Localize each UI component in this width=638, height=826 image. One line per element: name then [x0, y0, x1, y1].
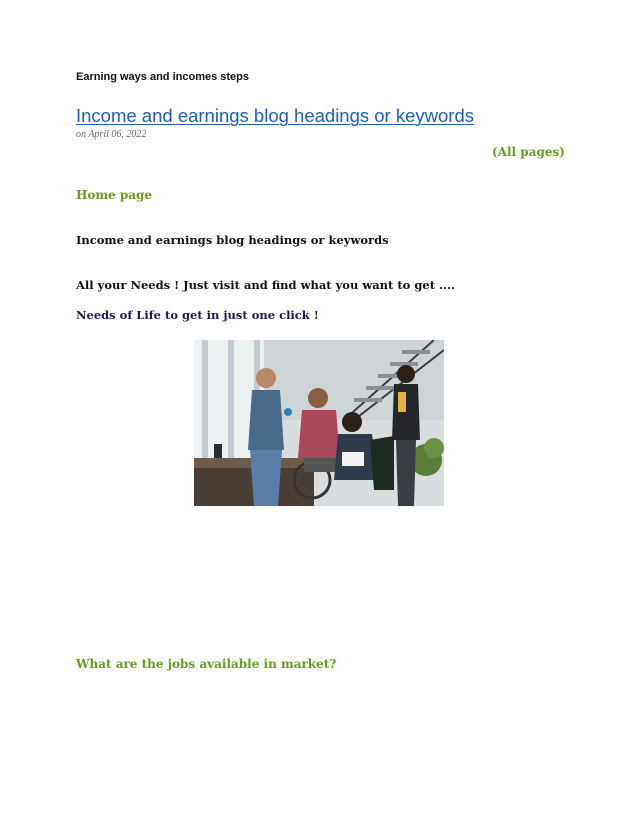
jobs-heading: What are the jobs available in market? [76, 657, 337, 671]
home-page-link[interactable]: Home page [76, 188, 153, 202]
office-team-photo-icon [194, 340, 444, 506]
site-title: Earning ways and incomes steps [76, 71, 250, 83]
post-date: on April 06, 2022 [76, 129, 147, 140]
office-team-photo [194, 340, 444, 506]
needs-of-life-link[interactable]: Needs of Life to get in just one click ! [76, 308, 319, 322]
post-title-link[interactable]: Income and earnings blog headings or keywords [76, 105, 474, 126]
needs-line: All your Needs ! Just visit and find what you want to get .... [76, 278, 456, 292]
blog-heading: Income and earnings blog headings or keywords [76, 233, 389, 247]
all-pages-link[interactable]: (All pages) [492, 145, 565, 159]
